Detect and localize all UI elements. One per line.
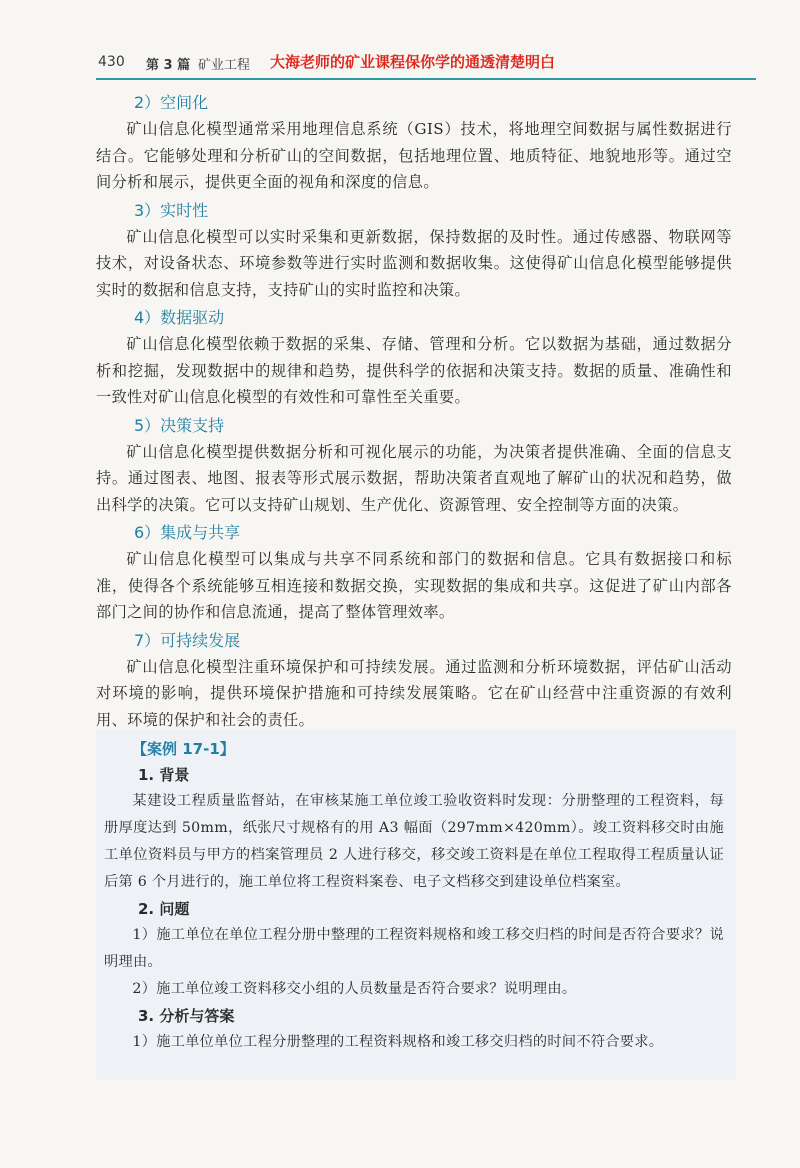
- section-heading: 3）实时性: [134, 200, 209, 220]
- section-heading: 6）集成与共享: [134, 523, 241, 542]
- section-paragraph: 矿山信息化模型注重环境保护和可持续发展。通过监测和分析环境数据，评估矿山活动对环境的影响，提供环境保护措施和可持续发展策略。它在矿山经营中注重资源的有效利用、环境的保护和社会的责任。: [96, 657, 732, 729]
- case-background-heading: 1. 背景: [138, 766, 190, 784]
- section-paragraph: 矿山信息化模型依赖于数据的采集、存储、管理和分析。它以数据为基础，通过数据分析和挖掘，发现数据中的规律和趋势，提供科学的依据和决策支持。数据的质量、准确性和一致性对矿山信息化模型的有效性和可靠性至关重要。: [96, 335, 732, 406]
- case-background-text: 某建设工程质量监督站，在审核某施工单位竣工验收资料时发现：分册整理的工程资料，每册厚度达到 50mm，纸张尺寸规格有的用 A3 幅面（297mm×420mm）。竣工资料移交时由施工单位资料员与甲方的档案管理员 2 人进行移交，移交竣工资料是在单位工程取得工程质量认证后第 6 个月进行的，施工单位将工程资料案卷、电子文档移交到建设单位档案室。: [104, 793, 724, 890]
- section-paragraph: 矿山信息化模型通常采用地理信息系统（GIS）技术，将地理空间数据与属性数据进行结合。它能够处理和分析矿山的空间数据，包括地理位置、地质特征、地貌地形等。通过空间分析和展示，提供更全面的视角和深度的信息。: [96, 120, 732, 191]
- case-question-1: 1）施工单位在单位工程分册中整理的工程资料规格和竣工移交归档的时间是否符合要求？说明理由。: [104, 927, 724, 970]
- part-title: 矿业工程: [198, 58, 251, 73]
- section-paragraph: 矿山信息化模型可以实时采集和更新数据，保持数据的及时性。通过传感器、物联网等技术，对设备状态、环境参数等进行实时监测和数据收集。这使得矿山信息化模型能够提供实时的数据和信息支持，支持矿山的实时监控和决策。: [96, 227, 732, 299]
- section-heading: 7）可持续发展: [134, 630, 241, 650]
- main-content: [96, 88, 732, 733]
- section-heading: 4）数据驱动: [134, 308, 225, 327]
- case-title: 【案例 17-1】: [132, 740, 235, 758]
- section-heading: 2）空间化: [134, 93, 209, 112]
- watermark-text: 大海老师的矿业课程保你学的通透清楚明白: [270, 53, 556, 71]
- page-number: 430: [98, 54, 125, 70]
- part-label: 第 3 篇: [146, 58, 191, 73]
- section-paragraph: 矿山信息化模型提供数据分析和可视化展示的功能，为决策者提供准确、全面的信息支持。通过图表、地图、报表等形式展示数据，帮助决策者直观地了解矿山的状况和趋势，做出科学的决策。它可以支持矿山规划、生产优化、资源管理、安全控制等方面的决策。: [96, 442, 732, 514]
- case-question-heading: 2. 问题: [138, 900, 190, 918]
- case-study: [104, 736, 724, 1056]
- case-answer-heading: 3. 分析与答案: [138, 1007, 235, 1025]
- case-question-2: 2）施工单位竣工资料移交小组的人员数量是否符合要求？说明理由。: [132, 981, 577, 997]
- section-paragraph: 矿山信息化模型可以集成与共享不同系统和部门的数据和信息。它具有数据接口和标准，使得各个系统能够互相连接和数据交换，实现数据的集成和共享。这促进了矿山内部各部门之间的协作和信息流通，提高了整体管理效率。: [96, 550, 732, 621]
- case-answer-1: 1）施工单位单位工程分册整理的工程资料规格和竣工移交归档的时间不符合要求。: [132, 1034, 664, 1050]
- section-heading: 5）决策支持: [134, 415, 225, 435]
- header-divider: [96, 78, 756, 80]
- page-header: [98, 50, 758, 76]
